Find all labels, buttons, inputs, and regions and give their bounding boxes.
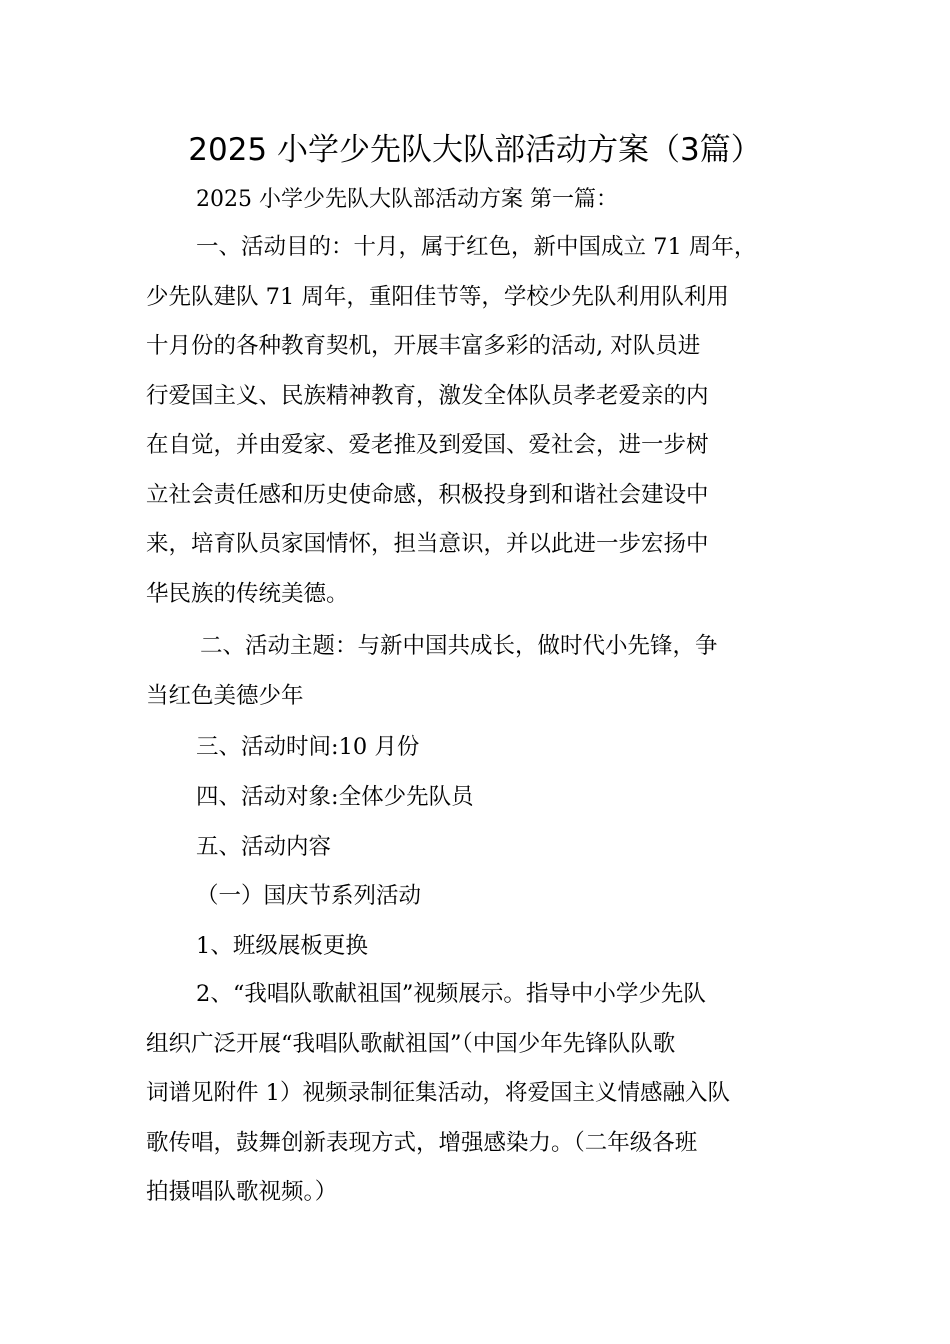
text-line: 2、“我唱队歌献祖国”视频展示。指导中小学少先队 bbox=[196, 981, 706, 1007]
paragraph-activity-theme bbox=[146, 622, 814, 721]
text-line: 十月份的各种教育契机，开展丰富多彩的活动, 对队员进 bbox=[146, 333, 701, 359]
text-line: 来，培育队员家国情怀，担当意识，并以此进一步宏扬中 bbox=[146, 531, 709, 557]
text-line: 少先队建队 71 周年，重阳佳节等，学校少先队利用队利用 bbox=[146, 283, 729, 310]
text-line: 立社会责任感和历史使命感，积极投身到和谐社会建设中 bbox=[146, 481, 709, 508]
paragraph-activity-purpose bbox=[146, 223, 814, 619]
subsection-national-day: （一）国庆节系列活动 bbox=[196, 883, 422, 909]
item-activity-time: 三、活动时间:10 月份 bbox=[196, 734, 420, 760]
text-line: 在自觉，并由爱家、爱老推及到爱国、爱社会，进一步树 bbox=[146, 432, 709, 458]
text-line: 拍摄唱队歌视频。） bbox=[146, 1179, 338, 1205]
item-activity-target: 四、活动对象:全体少先队员 bbox=[196, 784, 474, 810]
text-line: 词谱见附件 1）视频录制征集活动，将爱国主义情感融入队 bbox=[146, 1080, 730, 1106]
text-line: 组织广泛开展“我唱队歌献祖国”（中国少年先锋队队歌 bbox=[146, 1030, 676, 1057]
text-line: 行爱国主义、民族精神教育，激发全体队员孝老爱亲的内 bbox=[146, 382, 709, 409]
text-line: 歌传唱，鼓舞创新表现方式，增强感染力。（二年级各班 bbox=[146, 1129, 698, 1156]
text-line: 当红色美德少年 bbox=[146, 682, 304, 709]
text-line: 一、活动目的：十月，属于红色，新中国成立 71 周年， bbox=[196, 234, 757, 260]
document-subtitle: 2025 小学少先队大队部活动方案 第一篇： bbox=[196, 187, 618, 212]
text-line: 二、活动主题：与新中国共成长，做时代小先锋，争 bbox=[200, 633, 718, 659]
item-activity-content: 五、活动内容 bbox=[196, 834, 332, 860]
point-class-board: 1、班级展板更换 bbox=[196, 933, 368, 959]
text-line: 华民族的传统美德。 bbox=[146, 580, 349, 607]
paragraph-song-video bbox=[146, 970, 814, 1218]
document-title: 2025 小学少先队大队部活动方案（3篇） bbox=[188, 132, 762, 168]
